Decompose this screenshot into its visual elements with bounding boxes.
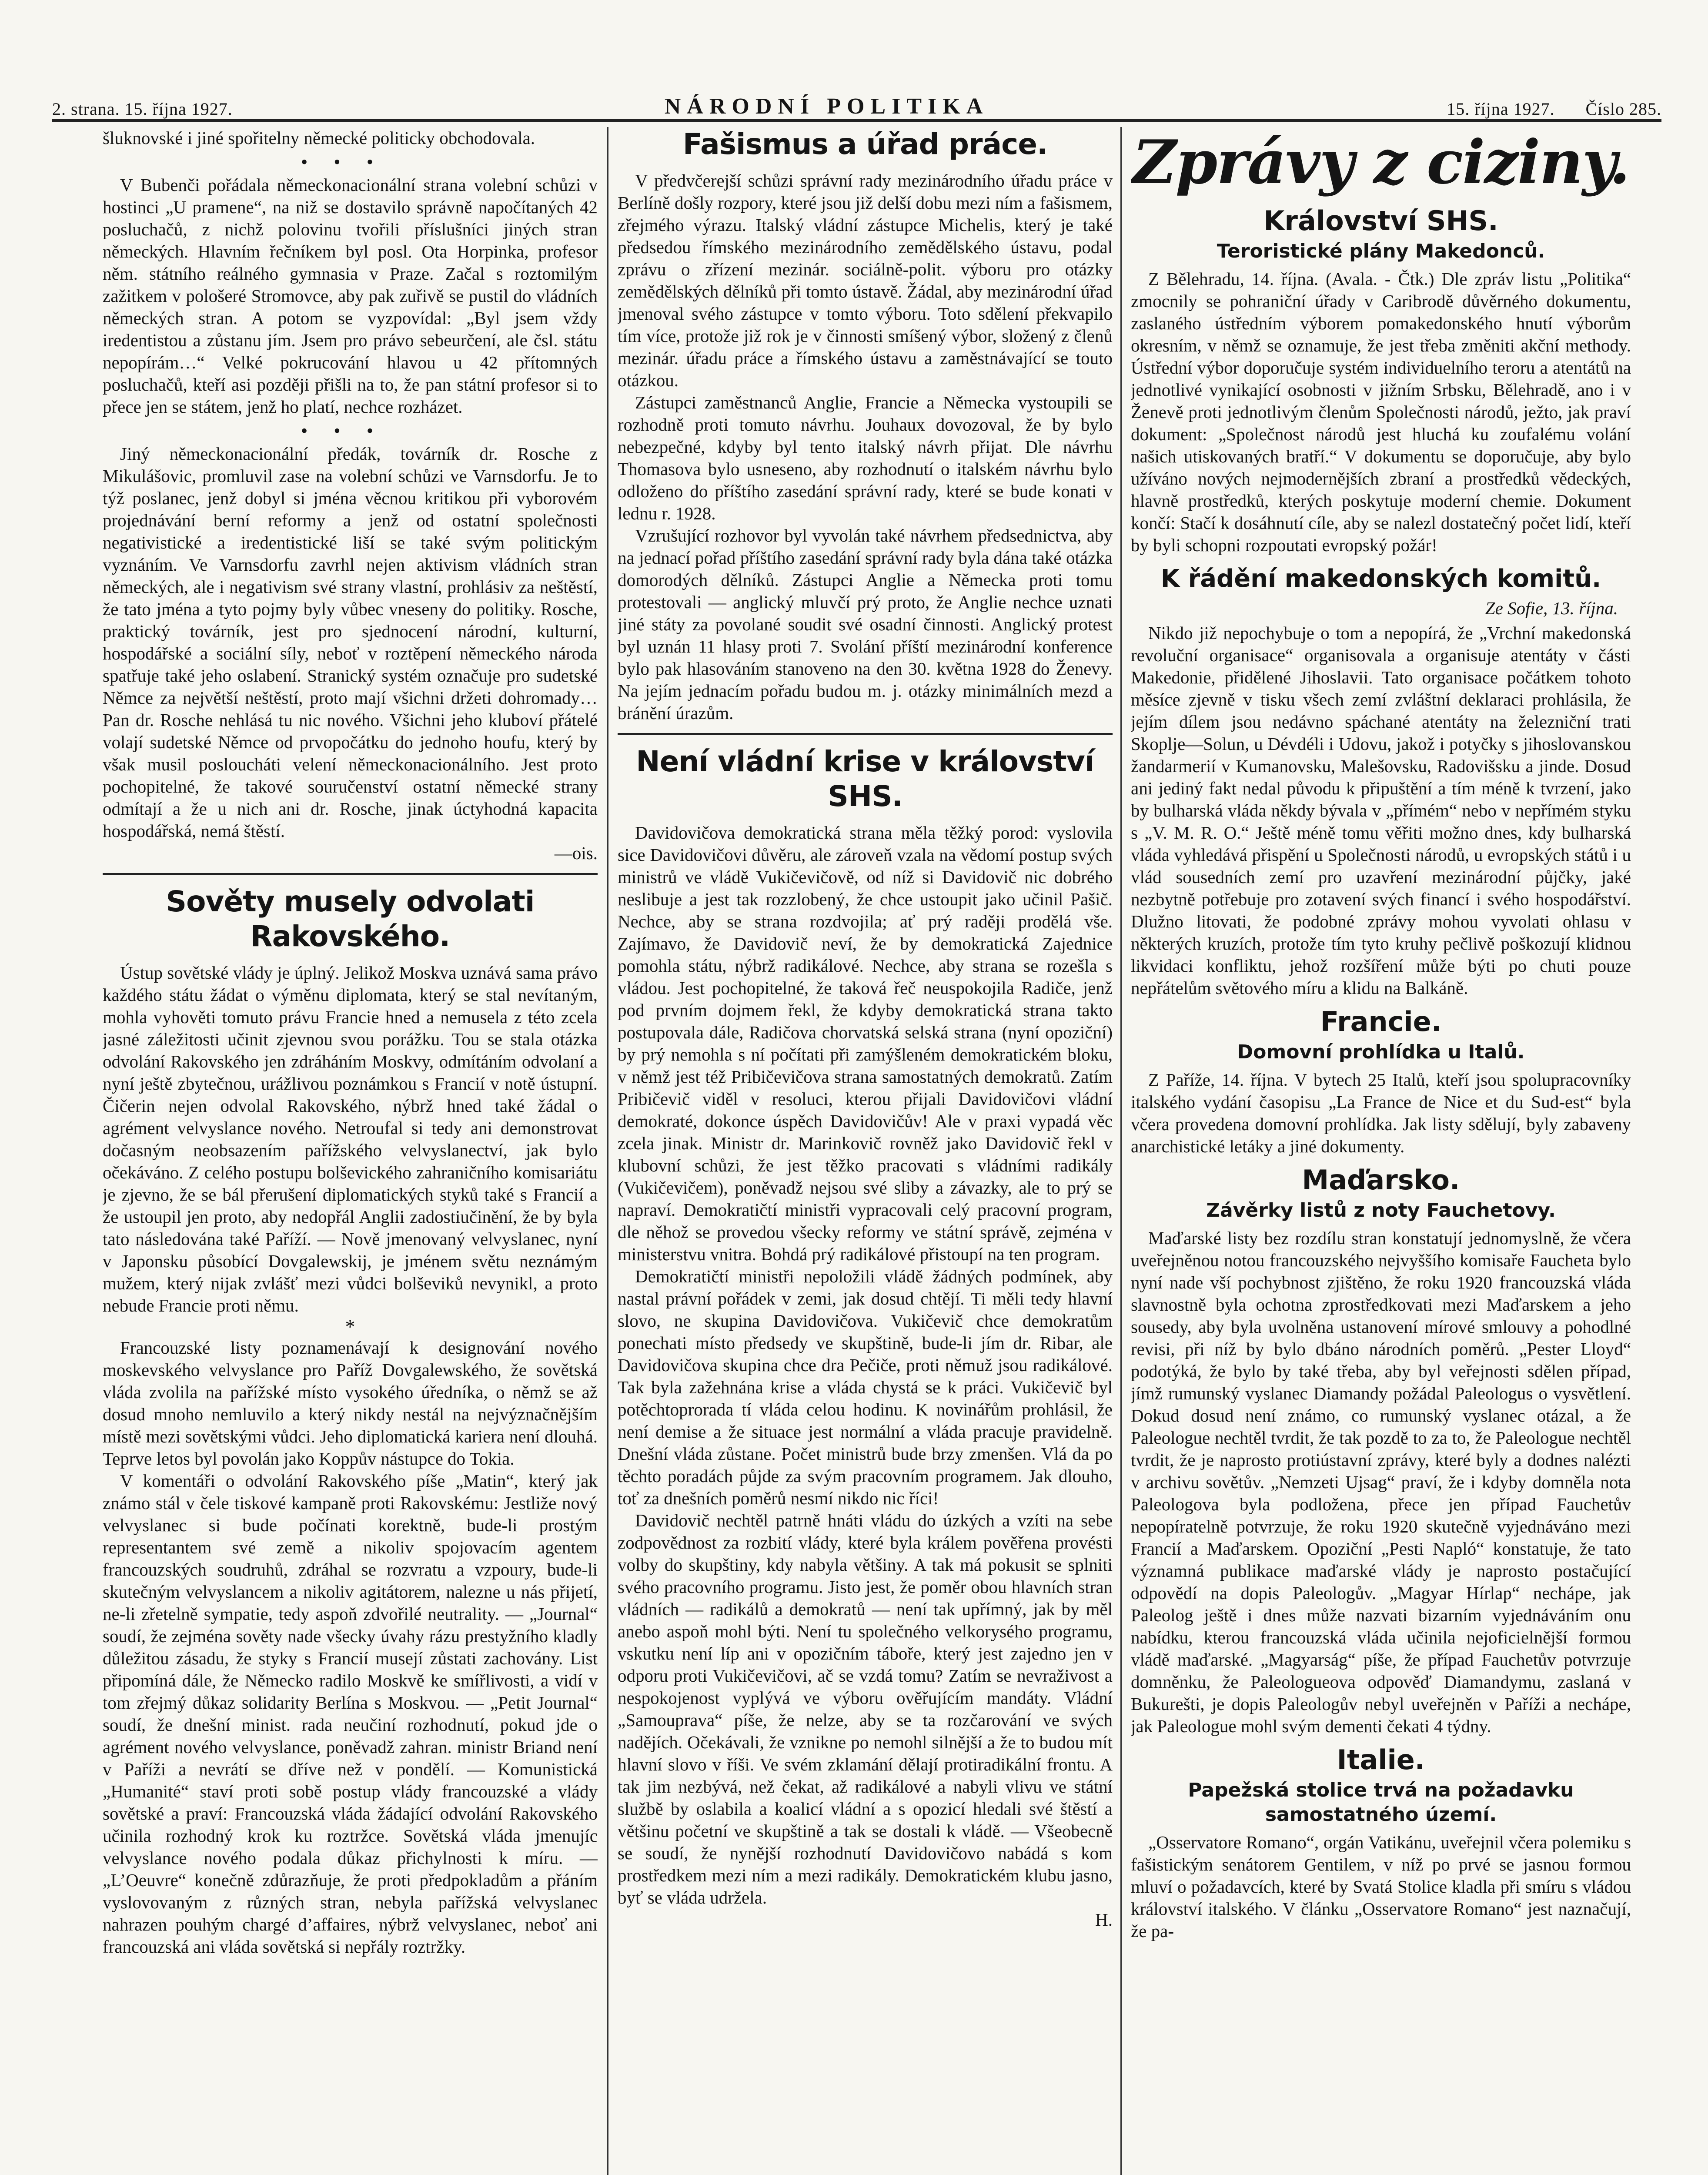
paragraph: V Bubenči pořádala německonacionální strana volební schůzi v hostinci „U pramene“, na niž se dostavilo správně napočítaných 42 posluchačů, z nichž polovinu tvořili příslušníci jiných stran německých. Hlavním řečníkem byl posl. Ota Horpinka, profesor něm. státního reálného gymnasia v Praze. Začal s roztomilým zažitkem v pološeré Stromovce, aby pak zuřivě se pustil do vládních německých stran. A potom se vyzpovídal: „Byl jsem vždy iredentistou a zůstanu jím. Jsem pro právo sebeurčení, ale čsl. státu nepopírám…“ Velké pokrucování hlavou u 42 přítomných posluchačů, kteří asi později přišli na to, že pan státní profesor si to přece jen se státem, jenž ho platí, nechce rozházet. — [103, 175, 598, 417]
separator-dots: ••• — [301, 420, 400, 442]
paragraph: Ústup sovětské vlády je úplný. Jelikož Moskva uznává sama právo každého státu žádat o výměnu diplomata, který se stal nevítaným, mohla vyhověti tomuto právu Francie hned a nemusela z této zcela jasné záležitosti učinit zjevnou svou porážku. Tou se stala otázka odvolání Rakovského jen zdráháním Moskvy, odmítáním odvolaní a nyní ještě zbytečnou, urážlivou poznámkou s Francií v notě ústupní. Čičerin nejen odvolal Rakovského, nýbrž hned také žádal o agrément velvyslance nového. Netroufal si tedy ani demonstrovat dočasným neobsazením pařížského velvyslanectví, jak bylo očekáváno. Z celého postupu bolševického zahraničního komisariátu je zjevno, že se bál přerušení diplomatických styků také s Francií a že ustoupil jen proto, aby nedopřál Anglii zadostiučinění, že by byla tato následována také Paříží. — Nově jmenovaný velvyslanec, nyní v Japonsku působící Dovgalewskij, je jménem světu neznámým mužem, který nijak zvlášť mezi vůdci bolševiků nevynikl, a proto nebude Francie proti němu. — [103, 963, 598, 1315]
dateline: Ze Sofie, 13. října. — [1485, 598, 1618, 618]
column-divider — [607, 127, 608, 2175]
headline-krise: Není vládní krise v království SHS. — [636, 745, 1094, 813]
headline-fasismus: Fašismus a úřad práce. — [682, 127, 1048, 161]
paragraph: Francouzské listy poznamenávají k designování nového moskevského velvyslance pro Paříž Dovgalewského, že sovětská vláda zvolila na pařížské místo vysokého úředníka, o němž se až dosud mnoho nemluvilo a který nikdy nestál na nejvýznačnějším místě mezi sovětskými vůdci. Jeho diplomatická kariera není dlouhá. Teprve letos byl povolán jako Koppův nástupce do Tokia. — [103, 1338, 598, 1469]
section-title: Zprávy z ciziny. — [1132, 127, 1630, 197]
column-1 — [103, 127, 598, 2175]
paragraph: Vzrušující rozhovor byl vyvolán také návrhem předsednictva, aby na jednací pořad příštího zasedání správní rady byla dána také otázka domorodých dělníků. Zástupci Anglie a Německa proti tomu protestovali — anglický mluvčí prý proto, že Anglie nechce uznati jiné státy za povolané soudit své osadní činnosti. Anglický protest byl uznán 11 hlasy proti 7. Svolání příští mezinárodní konference bylo pak hlasováním stanoveno na den 30. května 1928 do Ženevy. Na jejím jednacím pořadu budou m. j. otázky minimálních mezd a bránění úrazům. — [618, 525, 1113, 723]
paragraph: Z Bělehradu, 14. října. (Avala. - Čtk.) Dle zpráv listu „Politika“ zmocnily se pohraniční úřady v Caribrodě důvěrného dokumentu, zaslaného ústředním výborem pomakedonského hnutí výborům okresním, v němž se oznamuje, že jest třeba změniti akční methody. Ústřední výbor doporučuje systém individuelního teroru a atentátů na jednotlivé vynikající osobnosti v jižním Srbsku, Bělehradě, ano i v Ženevě proti jednotlivým členům Společnosti národů, ježto, jak praví dokument: „Společnost národů jest hluchá ku zoufalému volání našich utiskovaných bratří.“ V dokumentu se doporučuje, aby bylo užíváno nových nejmodernějších zbraní a prostředků vědeckých, hlavně prostředků, kterých poskytuje moderní chemie. Dokument končí: Stačí k dosáhnutí cíle, aby se nalezl dostatečný počet lidí, kteří by byli schopni rozpoutati evropský požár! — [1131, 269, 1631, 555]
paragraph: „Osservatore Romano“, orgán Vatikánu, uveřejnil včera polemiku s fašistickým senátorem Gentilem, v níž po prvé se jasnou formou mluví o požadavcích, které by Svatá Stolice kladla při smíru s vládou království italského. V článku „Osservatore Romano“ jest naznačují, že pa- — [1131, 1832, 1631, 1941]
paragraph: Demokratičtí ministři nepoložili vládě žádných podmínek, aby nastal právní pořádek v zemi, jak dosud chtějí. Ti měli tedy hlavní slovo, ne skupina Davidovičova. Vukičevič chce demokratům ponechati místo předsedy ve skupštině, bude-li jím dr. Ribar, ale Davidovičova skupina chce dra Pečiče, proti němuž jsou radikálové. Tak byla zažehnána krise a vláda chystá se k práci. Vukičevič byl potěchtoprorada tí vláda celou hodinu. K novinářům prohlásil, že není demise a že situace jest normální a vláda pracuje pravidelně. Dnešní vláda zůstane. Počet ministrů bude brzy zmenšen. Vlá da po těchto poradách půjde za svým pracovním programem. Jak dlouho, toť za dnešních poměrů nesmí nikdo nic říci! — [618, 1266, 1113, 1508]
heading-francie: Francie. — [1320, 1006, 1442, 1037]
paragraph: V předvčerejší schůzi správní rady mezinárodního úřadu práce v Berlíně došly rozpory, které jsou již delší dobu mezi ním a fašismem, zřejmého výrazu. Italský vládní zástupce Michelis, který je také předsedou římského mezinárodního zemědělského ústavu, podal zprávu o zřízení mezinár. sociálně-polit. výboru pro otázky zemědělských dělníků při tomto ústavě. Žádal, aby mezinárodní úřad jmenoval svého zástupce v tomto výboru. Toto sdělení překvapilo tím více, protože již rok je v činnosti smíšený výbor, složený z členů mezinár. úřadu práce a římského ústavu a zaměstnávající se touto otázkou. — [618, 171, 1113, 390]
signature: —ois. — [554, 843, 598, 863]
column-3 — [1131, 127, 1631, 2175]
paragraph: Jiný německonacionální předák, továrník dr. Rosche z Mikulášovic, promluvil zase na volební schůzi ve Varnsdorfu. Je to týž poslanec, jenž dobyl si jména věcnou kritikou při vyborovém projednávání berní reformy a jenž od ostatní společnosti negativistické a iredentistické liší se také svým politickým vyznáním. Ve Varnsdorfu zavrhl nejen aktivism vládních stran německých, ale i negativism své strany vlastní, prohlásiv za neštěstí, že tato jména a tyto pojmy byly vůbec vneseny do politiky. Rosche, praktický továrník, jest pro sjednocení národní, kulturní, hospodářské a sociální síly, neboť v roztěpení německého národa spatřuje také jeho oslabení. Stranický systém označuje pro sudetské Němce za největší neštěstí, proto mají všichni držeti dohromady… Pan dr. Rosche nehlásá tu nic nového. Všichni jeho kluboví přátelé volají sudetské Němce od prvopočátku do jednoho houfu, který by však musil posloucháti velení německonacionálního. Jest proto pochopitelné, že takové souručenství ostatní německé strany odmítají a že u nich ani dr. Rosche, jinak úctyhodná kapacita hospodářská, nemá štěstí. — [103, 444, 598, 841]
issue-number: Číslo 285. — [1585, 99, 1661, 119]
divider — [618, 733, 1113, 735]
paragraph: V komentáři o odvolání Rakovského píše „Matin“, který jak známo stál v čele tiskové kampaně proti Rakovskému: Jestliže nový velvyslanec si bude počínati korektně, bude-li prostým representantem své země a nikoliv spojovacím agentem francouzských soudruhů, zdráhal se rozvratu a vzpoury, bude-li skutečným velvyslancem a nikoliv agitátorem, nalezne u nás přijetí, ne-li zřetelně sympatie, tedy aspoň zdvořilé neutrality. — „Journal“ soudí, že zejména sověty nade všecky úvahy rázu prestyžního kladly důležitou zásadu, že styky s Francií musejí zůstati zachovány. List připomíná dále, že Německo radilo Moskvě ke smířlivosti, a vidí v tom zřejmý důkaz solidarity Berlína s Moskvou. — „Petit Journal“ soudí, že dnešní minist. rada neučiní rozhodnutí, pokud jde o agrément nového velvyslance, poněvadž zahran. ministr Briand není v Paříži a nevrátí se dříve než v pondělí. — Komunistická „Humanité“ staví proti sobě postup vlády francouzské a vlády sovětské a praví: Francouzská vláda žádající odvolání Rakovského učinila rozhodný krok ku roztržce. Sovětská vláda jmenujíc velvyslance nového podala důkaz přichylnosti k míru. — „L’Oeuvre“ konečně zdůrazňuje, že proti předpokladům a přáním vyslovovaným z různých stran, nebyla pařížská velvyslanec nahrazen pouhým chargé d’affaires, nýbrž velvyslanec, neboť ani francouzská ani vláda sovětská si nepřály roztržky. — [103, 1471, 598, 1957]
separator-star: * — [345, 1315, 355, 1338]
column-divider — [1120, 127, 1122, 2175]
paragraph: Davidovič nechtěl patrně hnáti vládu do úzkých a vzíti na sebe zodpovědnost za rozbití vlády, které byla králem pověřena provésti volby do skupštiny, kdy nabyla většiny. A tak má pokusit se splniti svého pracovního programu. Jisto jest, že poměr obou hlavních stran vládních — radikálů a demokratů — není tak upřímný, jak by měl anebo aspoň mohl býti. Není tu společného velkorysého programu, vskutku není líp ani v opozičním táboře, který jest zajedno jen v odporu proti Vukičevičovi, ač se vzdá tomu? Zatím se nevraživost a nespokojenost vyplývá ve výboru ověřujícím mandáty. Vládní „Samouprava“ píše, že nelze, aby se ta rozčarování ve svých nadějích. Očekávali, že vznikne po nemohl silnější a že to budou mít hlavní slovo v říši. Ve svém zklamání dělají protiradikální frontu. A tak jim nezbývá, než čekat, až radikálové a nabyli vlivu ve státní službě by oslabila a koalicí vládní a s opozicí hledali své štěstí a většinu početní ve skupštině a tak se dostali k vládě. — Všeobecně se soudí, že nynější rozhodnutí Davidovičovo nabádá s kom prostředkem mezi ním a mezi radikály. Demokratickém klubu jasno, byť se vláda udržela. — [618, 1510, 1113, 1907]
heading-italie: Italie. — [1337, 1744, 1425, 1776]
headline-sovety: Sověty musely odvolati Rakovského. — [166, 885, 535, 953]
paragraph: Zástupci zaměstnanců Anglie, Francie a Německa vystoupili se rozhodně proti tomuto návrhu. Jouhaux dovozoval, že by bylo nebezpečné, kdyby byl tento italský návrh přijat. Dle návrhu Thomasova bylo usneseno, aby rozhodnutí o italském návrhu bylo odloženo do příštího zasedání správní rady, které se bude konati v lednu r. 1928. — [618, 392, 1113, 523]
paragraph: Z Paříže, 14. října. V bytech 25 Italů, kteří jsou spolupracovníky italského vydání časopisu „La France de Nice et du Sud-est“ byla včera provedena domovní prohlídka. Jak listy sdělují, byly zabaveny anarchistické letáky a jiné dokumenty. — [1131, 1070, 1631, 1156]
header-left: 2. strana. 15. října 1927. — [52, 99, 233, 119]
heading-shs: Království SHS. — [1263, 205, 1498, 237]
masthead: NÁRODNÍ POLITIKA — [664, 94, 989, 119]
column-2 — [618, 127, 1113, 2175]
subheading-zaverky: Závěrky listů z noty Fauchetovy. — [1206, 1199, 1556, 1221]
paragraph: Maďarské listy bez rozdílu stran konstatují jednomyslně, že včera uveřejněnou notou francouzského nejvyššího komisaře Faucheta bylo nyní nade vší pochybnost zjištěno, že roku 1920 francouzská vláda slavnostně byla ochotna zprostředkovati mezi Maďarskem a jeho sousedy, aby byla uvolněna ustanovení mírové smlouvy a pohodlné revisi, při níž by bylo dbáno národních poměrů. „Pester Lloyd“ podotýká, že bylo by také třeba, aby byl veřejnosti sdělen případ, jímž rumunský vyslanec Diamandy požádal Paleologus o vysvětlení. Dokud dosud není známo, co rumunský vyslanec otázal, a že Paleologue nechtěl tvrdit, že tak pozdě to za to, že Paleologue nechtěl tvrdit, že je naprosto protiústavní zprávy, které byly a dodnes nalézti v archivu sovětův. „Nemzeti Ujsag“ praví, že i kdyby domněla nota Paleologova byla podložena, přece jen případ Fauchetův nepopíratelně potvrzuje, že roku 1920 skutečně vyjednáváno mezi Francií a Maďarskem. Opoziční „Pesti Napló“ konstatuje, že tato významná publikace maďarské vlády je naprosto postačující odpovědí na dopis Paleologův. „Magyar Hírlap“ nechápe, jak Paleolog ještě i dnes může nazvati bizarním vyjednáváním onu nabídku, kterou francouzská vláda učinila nejoficielnější formou vládě maďarské. „Magyarság“ píše, že případ Fauchetův potvrzuje domněnku, že Paleologueova odpověď Diamandymu, zaslaná v Bukurešti, je dopis Paleologův nebyl uveřejněn v Paříži a nechápe, jak Paleologue mohl svým dementi čekati 4 týdny. — [1131, 1228, 1631, 1736]
subheading-stolice: Papežská stolice trvá na požadavku samostatného území. — [1188, 1779, 1574, 1826]
header-right — [1421, 99, 1661, 119]
signature: H. — [1095, 1910, 1113, 1930]
page-header — [52, 90, 1661, 122]
header-date: 15. října 1927. — [1447, 99, 1555, 119]
paragraph: Davidovičova demokratická strana měla těžký porod: vyslovila sice Davidovičovi důvěru, ale zároveň vzala na vědomí postup svých ministrů ve vládě Vukičevičově, od níž si Davidovič nic dobrého neslibuje a jest tak rozzlobený, že chce ustoupit jako učinil Pašič. Nechce, aby se strana rozdvojila; ať prý raději prodělá vše. Zajímavo, že Davidovič neví, že by demokratická Zajednice pomohla státu, nýbrž radikálové. Nechce, aby strana se rozešla s vládou. Jest pochopitelné, že taková řeč neuspokojila Radiče, jenž pod prvním dojmem řekl, že kdyby demokratická strana takto postupovala dále, Radičova chorvatská selská strana (nyní opoziční) by prý nemohla s ní počítati při zamýšleném demokratickém bloku, v němž jest též Pribičevičova strana samostatných demokratů. Zatím Pribičevič viděl v resoluci, kterou přijali Davidovičovi vládní demokraté, dokonce úspěch Davidovičův! Ale v praxi vypadá věc zcela jinak. Ministr dr. Marinkovič rovněž jako Davidovič řekl v klubovní schůzi, že jest těžko pracovati s vládními radikály (Vukičevičem), poněvadž nejsou své sliby a závazky, ale to prý se napraví. Demokratičtí ministři vypracovali celý pracovní program, dle něhož se provedou všecky reformy ve státní správě, zejména v ministerstvu vnitra. Bohdá prý radikálové přistoupí na ten program. — [618, 823, 1113, 1264]
subheading-prohlidka: Domovní prohlídka u Italů. — [1237, 1041, 1525, 1063]
subheading-teror: Teroristické plány Makedonců. — [1217, 240, 1545, 262]
heading-radeni: K řádění makedonských komitů. — [1160, 565, 1601, 593]
heading-madarsko: Maďarsko. — [1302, 1164, 1460, 1196]
paragraph: šluknovské i jiné spořitelny německé politicky obchodovala. — [103, 128, 535, 148]
paragraph: Nikdo již nepochybuje o tom a nepopírá, že „Vrchní makedonská revoluční organisace“ organisovala a organisuje atentáty v části Makedonie, přidělené Jihoslavii. Tato organisace počátkem tohoto měsíce zjevně v tisku všech zemí zvláštní deklaraci prohlásila, že jejím dílem jsou nedávno spáchané atentáty na železniční trati Skoplje—Solun, u Dévdéli i Udovu, jakož i potyčky s jihoslovanskou žandarmerií v Kumanovsku, Malešovsku, Radovišsku a jinde. Dosud ani jediný fakt nedal původu k připuštění a tím méně k tvrzení, jako by bulharská vláda někdy bývala v „přímém“ nebo v nepřímém styku s „V. M. R. O.“ Ještě méně tomu věřiti možno dnes, kdy bulharská vláda vyhledává přispění u Společnosti národů, u evropských států i u vlád sousedních zemí pro uzavření mezinárodní půjčky, jaké nezbytně potřebuje pro zotavení svých financí i svého hospodářství. Dlužno litovati, že podobné zprávy mohou vyvolati ohlasu v některých kruzích, protože tím tyto kruhy pečlivě poškozují klidnou likvidaci konfliktu, jehož rozšíření může býti po chuti pouze nepřátelům světového míru a klidu na Balkáně. — [1131, 623, 1631, 998]
separator-dots: ••• — [301, 151, 400, 173]
divider — [103, 873, 598, 875]
